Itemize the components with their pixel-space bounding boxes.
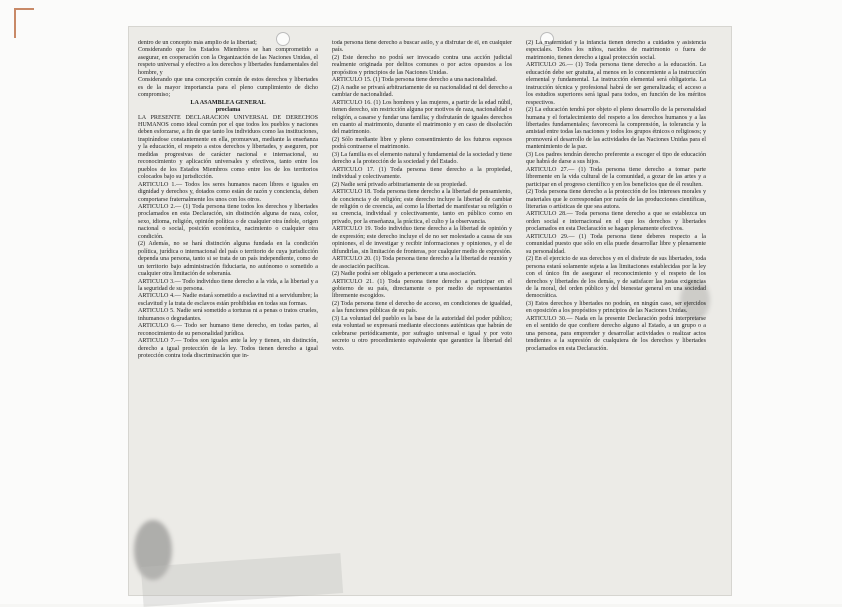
paragraph: ARTICULO 19. Todo individuo tiene derecho a la libertad de opinión y de expresión; este derecho incluye el de no ser molestado a causa de sus opiniones, el de investigar y recibir informaciones y opiniones, y el de difundirlas, sin limitación de fronteras, por cualquier medio de expresión. xyxy=(332,226,512,255)
paragraph: ARTICULO 26.— (1) Toda persona tiene derecho a la educación. La educación debe ser gratuita, al menos en lo concerniente a la instrucción elemental y fundamental. La instrucción elemental será obligatoria. La instrucción técnica y profesional habrá de ser generalizada; el acceso a los estudios superiores será igual para todos, en función de los méritos respectivos. xyxy=(526,62,706,106)
paragraph: ARTICULO 4.— Nadie estará sometido a esclavitud ni a servidumbre; la esclavitud y la trata de esclavos están prohibidas en todas sus formas. xyxy=(138,293,318,307)
paragraph: ARTICULO 1.— Todos los seres humanos nacen libres e iguales en dignidad y derechos y, dotados como están de razón y conciencia, deben comportarse fraternalmente los unos con los otros. xyxy=(138,181,318,203)
paragraph: ARTICULO 16. (1) Los hombres y las mujeres, a partir de la edad núbil, tienen derecho, sin restricción alguna por motivos de raza, nacionalidad o religión, a casarse y fundar una familia; y disfrutarán de iguales derechos en cuanto al matrimonio, durante el matrimonio y en caso de disolución del matrimonio. xyxy=(332,99,512,136)
paragraph: (3) La familia es el elemento natural y fundamental de la sociedad y tiene derecho a la protección de la sociedad y del Estado. xyxy=(332,151,512,166)
paragraph: (2) Además, no se hará distinción alguna fundada en la condición política, jurídica o internacional del país o territorio de cuya jurisdicción dependa una persona, tanto si se trata de un país independiente, como de un territorio bajo administración fiduciaria, no autónomo o sometido a cualquier otra limitación de soberanía. xyxy=(138,241,318,278)
paragraph: (2) La maternidad y la infancia tienen derecho a cuidados y asistencia especiales. Todos los niños, nacidos de matrimonio o fuera de matrimonio, tienen derecho a igual protección social. xyxy=(526,40,706,61)
paragraph: ARTICULO 15. (1) Toda persona tiene derecho a una nacionalidad. xyxy=(332,77,498,84)
paragraph: (2) La educación tendrá por objeto el pleno desarrollo de la personalidad humana y el fortalecimiento del respeto a los derechos humanos y a las libertades fundamentales; favorecerá la comprensión, la tolerancia y la amistad entre todas las naciones y todos los grupos étnicos o religiosos; y promoverá el desarrollo de las actividades de las Naciones Unidas para el mantenimiento de la paz. xyxy=(526,107,706,151)
paragraph: (2) Toda persona tiene el derecho de acceso, en condiciones de igualdad, a las funciones públicas de su país. xyxy=(332,300,512,315)
paragraph: ARTICULO 21. (1) Toda persona tiene derecho a participar en el gobierno de su país, directamente o por medio de representantes libremente escogidos. xyxy=(332,278,512,300)
paragraph: (3) Los padres tendrán derecho preferente a escoger el tipo de educación que habrá de darse a sus hijos. xyxy=(526,151,706,166)
paragraph: proclama xyxy=(215,107,241,114)
paragraph: ARTICULO 27.— (1) Toda persona tiene derecho a tomar parte libremente en la vida cultural de la comunidad, a gozar de las artes y a participar en el progreso científico y en los beneficios que de él resulten. xyxy=(526,166,706,188)
paragraph: ARTICULO 28.— Toda persona tiene derecho a que se establezca un orden social e internacional en el que los derechos y libertades proclamados en esta Declaración se hagan plenamente efectivos. xyxy=(526,211,706,233)
paragraph: toda persona tiene derecho a buscar asilo, y a disfrutar de él, en cualquier país. xyxy=(332,40,512,54)
paragraph: Considerando que una concepción común de estos derechos y libertades es de la mayor importancia para el pleno cumplimiento de dicho compromiso; xyxy=(138,77,318,99)
paragraph: (3) Estos derechos y libertades no podrán, en ningún caso, ser ejercidos en oposición a los propósitos y principios de las Naciones Unidas. xyxy=(526,300,706,315)
paragraph: ARTICULO 30.— Nada en la presente Declaración podrá interpretarse en el sentido de que confiere derecho alguno al Estado, a un grupo o a una persona, para emprender y desarrollar actividades o realizar actos tendientes a la supresión de cualquiera de los derechos y libertades proclamados en esta Declaración. xyxy=(526,315,706,352)
text-column-1 xyxy=(138,40,318,596)
paragraph: (3) La voluntad del pueblo es la base de la autoridad del poder público; esta voluntad se expresará mediante elecciones auténticas que habrán de celebrarse periódicamente, por sufragio universal e igual y por voto secreto u otro procedimiento equivalente que garantice la libertad del voto. xyxy=(332,315,512,352)
paragraph: (2) Toda persona tiene derecho a la protección de los intereses morales y materiales que le correspondan por razón de las producciones científicas, literarias o artísticas de que sea autora. xyxy=(526,189,706,210)
paragraph: ARTICULO 17. (1) Toda persona tiene derecho a la propiedad, individual y colectivamente. xyxy=(332,166,512,181)
paragraph: Considerando que los Estados Miembros se han comprometido a asegurar, en cooperación con la Organización de las Naciones Unidas, el respeto universal y efectivo a los derechos y libertades fundamentales del hombre, y xyxy=(138,47,318,76)
paragraph: (2) Este derecho no podrá ser invocado contra una acción judicial realmente originada por delitos comunes o por actos opuestos a los propósitos y principios de las Naciones Unidas. xyxy=(332,54,512,76)
paragraph: ARTICULO 2.— (1) Toda persona tiene todos los derechos y libertades proclamados en esta Declaración, sin distinción alguna de raza, color, sexo, idioma, religión, opinión política o de cualquier otra índole, origen nacional o social, posición económica, nacimiento o cualquier otra condición. xyxy=(138,203,318,240)
paragraph: (2) Nadie podrá ser obligado a pertenecer a una asociación. xyxy=(332,271,477,278)
paragraph: ARTICULO 6.— Todo ser humano tiene derecho, en todas partes, al reconocimiento de su personalidad jurídica. xyxy=(138,323,318,337)
paragraph: ARTICULO 29.— (1) Toda persona tiene deberes respecto a la comunidad puesto que sólo en ella puede desarrollar libre y plenamente su personalidad. xyxy=(526,233,706,255)
paragraph: ARTICULO 3.— Todo individuo tiene derecho a la vida, a la libertad y a la seguridad de su persona. xyxy=(138,278,318,292)
paragraph: LA ASAMBLEA GENERAL xyxy=(190,99,266,106)
paragraph: ARTICULO 20. (1) Toda persona tiene derecho a la libertad de reunión y de asociación pacíficas. xyxy=(332,256,512,270)
paragraph: ARTICULO 5. Nadie será sometido a torturas ni a penas o tratos crueles, inhumanos o degradantes. xyxy=(138,308,318,322)
paragraph: (2) Nadie será privado arbitrariamente de su propiedad. xyxy=(332,181,468,188)
paragraph: ARTICULO 7.— Todos son iguales ante la ley y tienen, sin distinción, derecho a igual protección de la ley. Todos tienen derecho a igual protección contra toda discriminación que in- xyxy=(138,338,318,360)
text-column-2 xyxy=(332,40,512,596)
paragraph: (2) Sólo mediante libre y pleno consentimiento de los futuros esposos podrá contraerse el matrimonio. xyxy=(332,136,512,151)
paragraph: LA PRESENTE DECLARACION UNIVERSAL DE DERECHOS HUMANOS como ideal común por el que todos los pueblos y naciones deben esforzarse, a fin de que tanto los individuos como las instituciones, inspirándose constantemente en ella, promuevan, mediante la enseñanza y la educación, el respeto a estos derechos y libertades, y aseguren, por medidas progresivas de carácter nacional e internacional, su reconocimiento y aplicación universales y efectivos, tanto entre los pueblos de los Estados Miembros como entre los de los territorios colocados bajo su jurisdicción. xyxy=(138,114,318,181)
paragraph: ARTICULO 18. Toda persona tiene derecho a la libertad de pensamiento, de conciencia y de religión; este derecho incluye la libertad de cambiar de religión o de creencia, así como la libertad de manifestar su religión o su creencia, individual y colectivamente, tanto en público como en privado, por la enseñanza, la práctica, el culto y la observancia. xyxy=(332,189,512,225)
corner-mark xyxy=(14,8,34,38)
paragraph: dentro de un concepto más amplio de la libertad; xyxy=(138,40,257,46)
paragraph: (2) A nadie se privará arbitrariamente de su nacionalidad ni del derecho a cambiar de nacionalidad. xyxy=(332,84,512,99)
paragraph: (2) En el ejercicio de sus derechos y en el disfrute de sus libertades, toda persona estará solamente sujeta a las limitaciones establecidas por la ley con el único fin de asegurar el reconocimiento y el respeto de los derechos y libertades de los demás, y de satisfacer las justas exigencias de la moral, del orden público y del bienestar general en una sociedad democrática. xyxy=(526,256,706,300)
text-column-3 xyxy=(526,40,706,596)
